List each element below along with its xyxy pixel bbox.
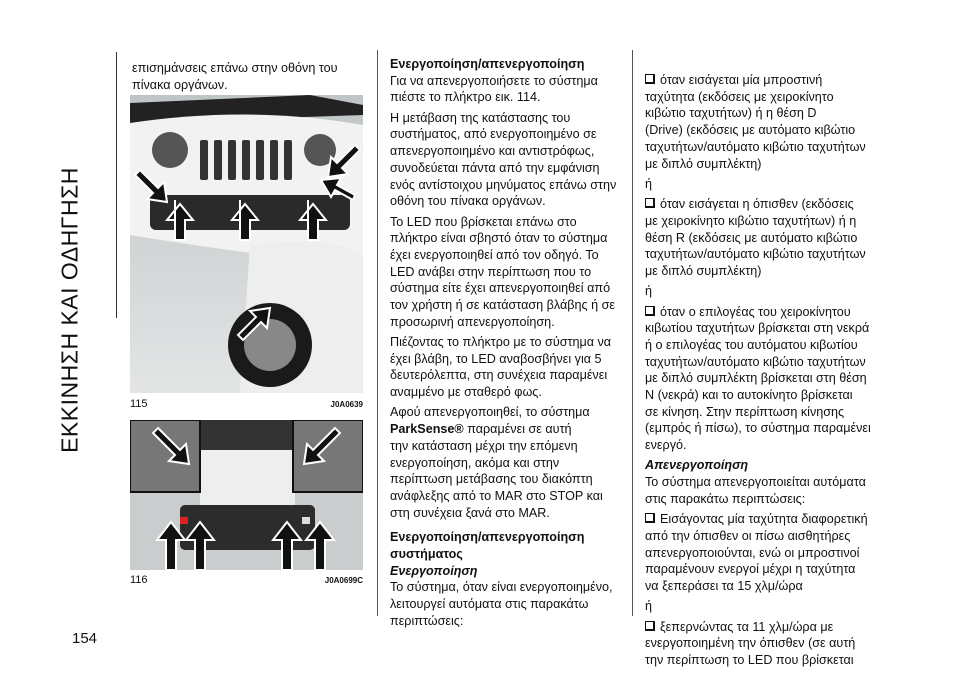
text-fragment: κιβωτίου ταχυτήτων βρίσκεται στη νεκρά: [645, 321, 870, 336]
text-fragment: ενός αντίστοιχου μηνύματος επάνω στην: [390, 177, 617, 192]
text-fragment: σύστημα είτε έχει απενεργοποιηθεί από: [390, 281, 611, 296]
car-rear-image: [130, 420, 363, 570]
column-2: [390, 56, 616, 633]
checkbox-bullet-icon: [645, 621, 655, 631]
text-fragment: (Drive) (εκδόσεις με αυτόματο κιβώτιο: [645, 123, 856, 138]
text-fragment: οθόνη του πίνακα οργάνων.: [390, 194, 546, 209]
checkbox-bullet-icon: [645, 198, 655, 208]
text-fragment: πιέστε το πλήκτρο εικ. 114.: [390, 90, 541, 105]
text-fragment: απενεργοποιούνται, ενώ οι μπροστινοί: [645, 545, 860, 560]
bullet-line: [645, 213, 871, 230]
text-line: επισημάνσεις επάνω στην οθόνη του: [132, 61, 338, 75]
text-fragment: έχει ενεργοποιηθεί από τον οδηγό. Το: [390, 247, 599, 262]
text-line: [390, 438, 616, 455]
bullet-line: [645, 635, 871, 652]
page-number: 154: [72, 630, 98, 647]
text-line: [390, 334, 616, 351]
text-line: [390, 384, 616, 401]
text-line: [645, 474, 871, 491]
text-fragment: σε κίνηση. Στην περίπτωση κίνησης: [645, 404, 845, 419]
text-line: [390, 613, 616, 630]
bullet-line: [645, 246, 871, 263]
text-line: [390, 193, 616, 210]
figure-number: 116: [130, 574, 148, 586]
text-fragment: παραμένει σε αυτή: [463, 422, 572, 437]
text-line: [390, 529, 616, 546]
bullet-line: [645, 263, 871, 280]
text-line: [645, 491, 871, 508]
text-fragment: ταχυτήτων/αυτόματο κιβώτιο ταχυτήτων: [645, 139, 866, 154]
figure-116-rear-sensors: [130, 420, 363, 570]
bullet-line: [645, 156, 871, 173]
text-line: [390, 160, 616, 177]
text-line: [390, 579, 616, 596]
text-line: [390, 126, 616, 143]
text-fragment: ενεργό.: [645, 438, 687, 453]
car-front-image: [130, 95, 363, 393]
text-fragment: να ξεπεράσει τα 15 χλμ/ώρα: [645, 578, 803, 593]
bullet-line: [645, 420, 871, 437]
text-line: [390, 505, 616, 522]
text-fragment: όταν εισάγεται η όπισθεν (εκδόσεις: [660, 197, 854, 212]
or-text: ή: [645, 176, 653, 191]
bullet-line: [645, 354, 871, 371]
text-line: πίνακα οργάνων.: [132, 77, 228, 92]
bullet-line: [645, 230, 871, 247]
bullet-line: [645, 652, 871, 669]
text-fragment: απενεργοποιημένο και αντιστρόφως,: [390, 144, 595, 159]
bullet-line: [645, 404, 871, 421]
text-fragment: την περίπτωση το LED που βρίσκεται: [645, 652, 854, 667]
text-fragment: Ενεργοποίηση/απενεργοποίηση: [390, 530, 585, 545]
bullet-line: [645, 528, 871, 545]
text-fragment: περίπτωση μετάβασης του διακόπτη: [390, 472, 593, 487]
bullet-line: [645, 545, 871, 562]
text-fragment: δευτερόλεπτα, στη συνέχεια παραμένει: [390, 368, 608, 383]
text-fragment: από την όπισθεν οι πίσω αισθητήρες: [645, 528, 851, 543]
text-fragment: με διπλό συμπλέκτη): [645, 156, 762, 171]
text-fragment: συνοδεύεται πάντα από την εμφάνιση: [390, 160, 600, 175]
figure-number: 115: [130, 398, 148, 410]
text-line: [390, 264, 616, 281]
checkbox-bullet-icon: [645, 306, 655, 316]
text-fragment: ή ο επιλογέας του αυτόματου κιβωτίου: [645, 337, 858, 352]
text-fragment: ταχυτήτων/αυτόματο κιβώτιο ταχυτήτων: [645, 247, 866, 262]
text-fragment: όταν ο επιλογέας του χειροκίνητου: [660, 304, 851, 319]
text-fragment: ενεργοποίηση, ακόμα και στην: [390, 455, 560, 470]
text-fragment: παραμένουν ενεργοί μέχρι η ταχύτητα: [645, 562, 856, 577]
text-fragment: πλήκτρο είναι σβηστό όταν το σύστημα: [390, 231, 608, 246]
text-line: [390, 230, 616, 247]
text-line: [390, 247, 616, 264]
brand-name: ParkSense®: [390, 422, 464, 437]
text-fragment: περιπτώσεις:: [390, 613, 464, 628]
or-text: ή: [645, 599, 653, 614]
text-line: [390, 214, 616, 231]
text-fragment: όταν εισάγεται μία μπροστινή: [660, 73, 823, 87]
text-line: [390, 546, 616, 563]
text-fragment: με διπλό συμπλέκτη): [645, 263, 762, 278]
text-fragment: στη συνέχεια ξανά στο MAR.: [390, 505, 550, 520]
text-fragment: συστήματος, από ενεργοποιημένο σε: [390, 127, 597, 142]
figure-code: J0A0699C: [324, 576, 363, 585]
text-fragment: ενεργοποιημένη την όπισθεν (σε αυτή: [645, 636, 856, 651]
text-fragment: έχει βλάβη, το LED αναβοσβήνει για 5: [390, 351, 602, 366]
text-fragment: λειτουργεί αυτόματα στις παρακάτω: [390, 597, 589, 612]
column-1: [132, 60, 338, 93]
bullet-line: [645, 304, 871, 321]
bullet-line: [645, 578, 871, 595]
text-fragment: ταχύτητα (εκδόσεις με χειροκίνητο: [645, 89, 834, 104]
text-fragment: συστήματος: [390, 547, 463, 562]
bullet-line: [645, 619, 871, 636]
text-fragment: (εμπρός ή πίσω), το σύστημα παραμένει: [645, 421, 871, 436]
checkbox-bullet-icon: [645, 74, 655, 84]
bullet-line: [645, 105, 871, 122]
text-fragment: ξεπερνώντας τα 11 χλμ/ώρα με: [660, 619, 834, 634]
bullet-line: [645, 387, 871, 404]
figure-code: J0A0639: [330, 400, 363, 409]
text-line: [390, 89, 616, 106]
bullet-line: [645, 561, 871, 578]
text-fragment: Για να απενεργοποιήσετε το σύστημα: [390, 73, 598, 88]
text-line: [390, 297, 616, 314]
text-line: [390, 314, 616, 331]
text-line: [390, 471, 616, 488]
text-fragment: Το σύστημα, όταν είναι ενεργοποιημένο,: [390, 580, 613, 595]
text-fragment: με διπλό συμπλέκτη βρίσκεται στη θέση: [645, 371, 867, 386]
text-line: Αφού απενεργοποιηθεί, το σύστημα: [390, 405, 590, 420]
bullet-line: [645, 320, 871, 337]
bullet-line: [645, 511, 871, 528]
text-fragment: κιβώτιο ταχυτήτων) ή η θέση D: [645, 106, 817, 121]
text-line: [390, 177, 616, 194]
text-fragment: Η μετάβαση της κατάστασης του: [390, 110, 571, 125]
bullet-line: [645, 196, 871, 213]
column-3: [645, 72, 871, 672]
text-fragment: στις παρακάτω περιπτώσεις:: [645, 491, 806, 506]
bullet-line: [645, 139, 871, 156]
figure-115-front-sensors: [130, 95, 363, 393]
text-fragment: θέση R (εκδόσεις με αυτόματο κιβώτιο: [645, 230, 858, 245]
text-line: [390, 455, 616, 472]
bullet-line: [645, 370, 871, 387]
checkbox-bullet-icon: [645, 513, 655, 523]
bullet-line: [645, 72, 871, 89]
subheading: Ενεργοποίηση: [390, 563, 478, 578]
text-fragment: Το σύστημα απενεργοποιείται αυτόματα: [645, 475, 866, 490]
divider: [116, 52, 117, 318]
text-line: [390, 110, 616, 127]
text-fragment: προσωρινή απενεργοποίηση.: [390, 314, 555, 329]
bullet-line: [645, 437, 871, 454]
text-fragment: N (νεκρά) και το αυτοκίνητο βρίσκεται: [645, 388, 853, 403]
text-line: [390, 488, 616, 505]
section-title: ΕΚΚΙΝΗΣΗ ΚΑΙ ΟΔΗΓΗΣΗ: [56, 167, 83, 453]
text-fragment: με χειροκίνητο κιβώτιο ταχυτήτων) ή η: [645, 213, 857, 228]
bullet-line: [645, 89, 871, 106]
text-fragment: την κατάσταση μέχρι την επόμενη: [390, 438, 578, 453]
column-divider: [377, 50, 378, 616]
text-line: [390, 73, 616, 90]
subheading: Απενεργοποίηση: [645, 458, 749, 473]
text-fragment: ταχυτήτων/αυτόματο κιβώτιο ταχυτήτων: [645, 354, 866, 369]
text-line: [390, 596, 616, 613]
text-fragment: Πιέζοντας το πλήκτρο με το σύστημα να: [390, 335, 612, 350]
bullet-line: [645, 122, 871, 139]
text-fragment: Εισάγοντας μία ταχύτητα διαφορετική: [660, 512, 868, 527]
text-line: [390, 367, 616, 384]
text-fragment: LED ανάβει στην περίπτωση που το: [390, 264, 592, 279]
text-fragment: ανάφλεξης από το MAR στο STOP και: [390, 488, 603, 503]
section-heading: Ενεργοποίηση/απενεργοποίηση: [390, 57, 585, 71]
text-fragment: Το LED που βρίσκεται επάνω στο: [390, 214, 577, 229]
text-line: [390, 351, 616, 368]
text-fragment: αναμμένο με σταθερό φως.: [390, 385, 542, 400]
text-line: [390, 280, 616, 297]
column-divider: [632, 50, 633, 616]
text-line: [390, 143, 616, 160]
text-fragment: τον χρήστη ή σε κατάσταση βλάβης ή σε: [390, 298, 615, 313]
bullet-line: [645, 337, 871, 354]
or-text: ή: [645, 284, 653, 299]
